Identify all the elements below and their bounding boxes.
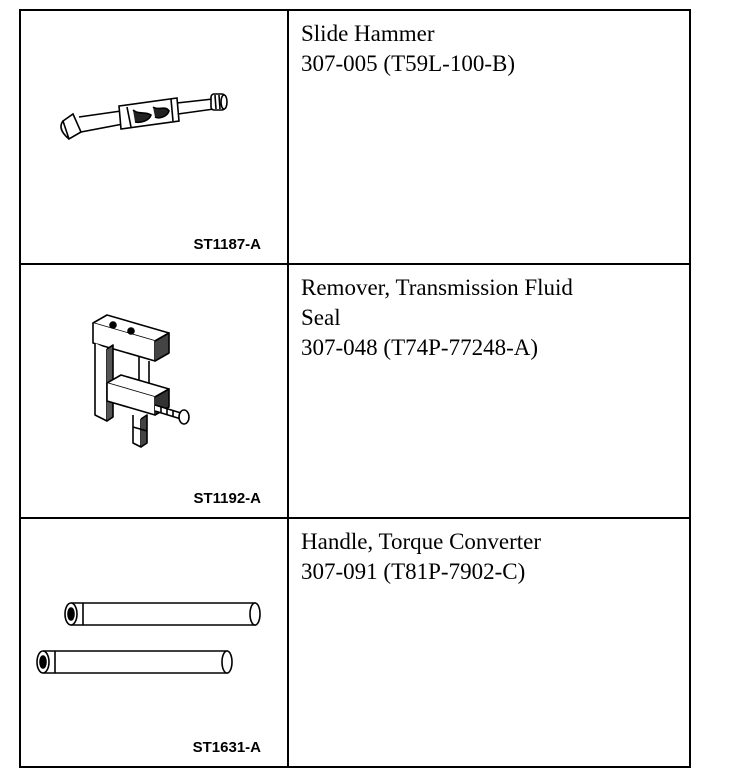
tool-part-number: 307-048 (T74P-77248-A) xyxy=(301,335,538,360)
tool-description-cell xyxy=(288,518,690,767)
tool-part-number: 307-005 (T59L-100-B) xyxy=(301,51,515,76)
tool-name: Handle, Torque Converter xyxy=(301,529,542,554)
tool-image-cell xyxy=(20,264,288,518)
tool-description xyxy=(289,11,689,79)
tool-description xyxy=(289,265,689,363)
seal-remover-icon xyxy=(21,265,288,518)
special-tools-table xyxy=(19,9,691,768)
tool-part-number: 307-091 (T81P-7902-C) xyxy=(301,559,526,584)
slide-hammer-icon xyxy=(21,11,288,264)
tool-name-continued: Seal xyxy=(301,305,341,330)
figure-code-label: ST1192-A xyxy=(193,490,261,507)
tool-row-torque-converter-handle xyxy=(20,518,690,767)
tool-description xyxy=(289,519,689,587)
tool-image-cell xyxy=(20,10,288,264)
figure-code-label: ST1631-A xyxy=(192,739,261,756)
tool-row-slide-hammer xyxy=(20,10,690,264)
tool-image-cell xyxy=(20,518,288,767)
tool-row-seal-remover xyxy=(20,264,690,518)
tool-name: Slide Hammer xyxy=(301,21,435,46)
tool-description-cell xyxy=(288,264,690,518)
tool-name: Remover, Transmission Fluid xyxy=(301,275,573,300)
figure-code-label: ST1187-A xyxy=(193,236,261,253)
tool-description-cell xyxy=(288,10,690,264)
handle-tubes-icon xyxy=(21,519,288,767)
